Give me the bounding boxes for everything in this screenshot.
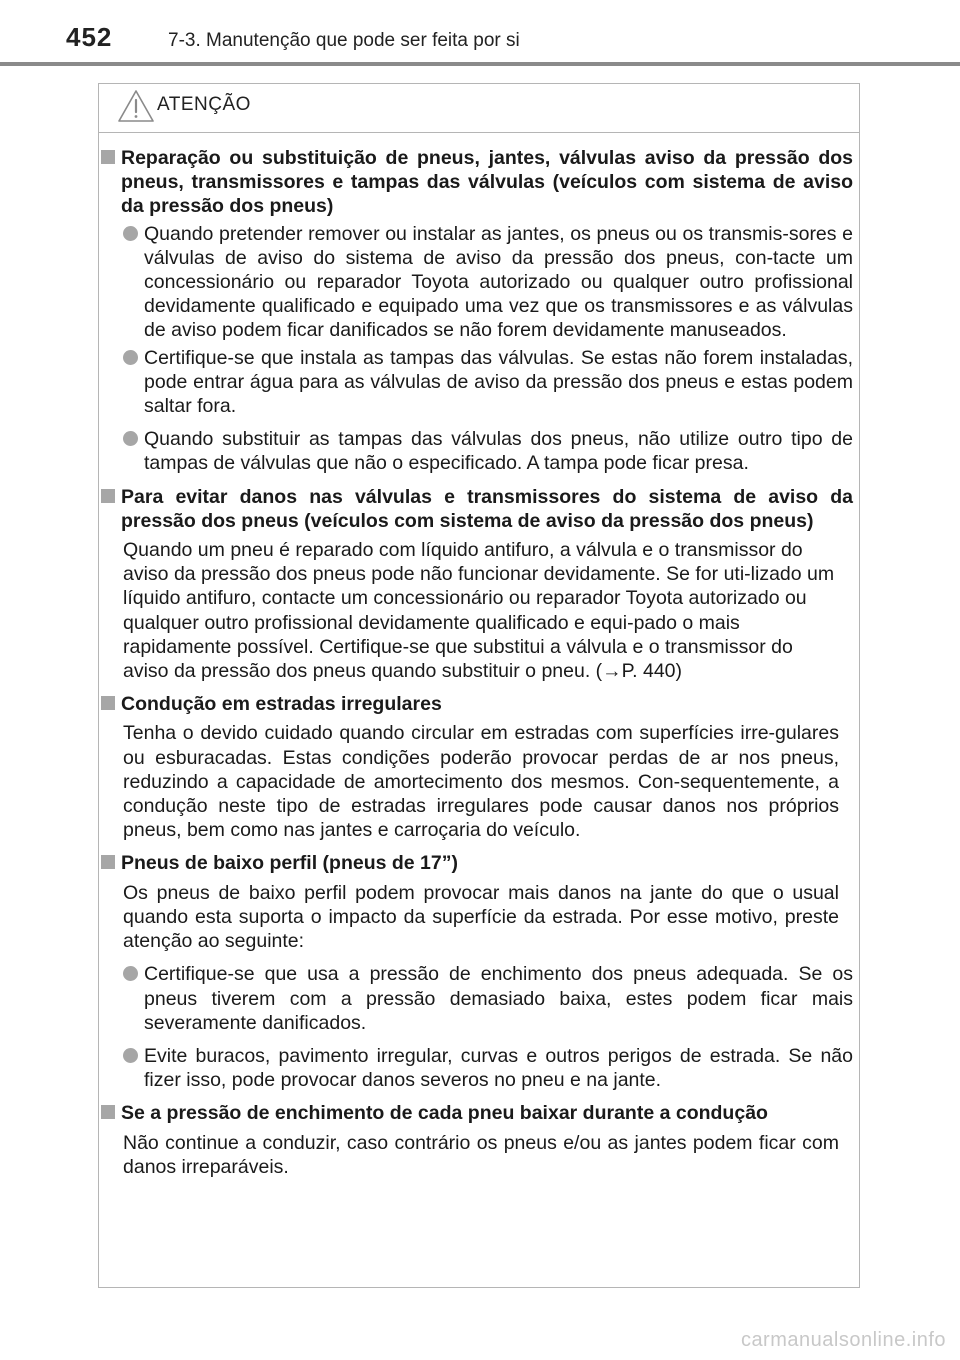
- page-header: [0, 0, 960, 66]
- square-bullet-icon: [101, 150, 115, 164]
- list-item-text: Certifique-se que usa a pressão de enchimento dos pneus adequada. Se os pneus tiverem com a pressão demasiado baixa, estes podem ficar mais severamente danificados.: [144, 963, 853, 1034]
- section-title: 7-3. Manutenção que pode ser feita por si: [168, 30, 520, 51]
- list-item: [123, 346, 853, 419]
- square-bullet-icon: [101, 855, 115, 869]
- warning-box: [98, 83, 860, 1288]
- square-bullet-icon: [101, 489, 115, 503]
- circle-bullet-icon: [123, 1048, 138, 1063]
- watermark: carmanualsonline.info: [740, 1329, 946, 1351]
- square-bullet-icon: [101, 696, 115, 710]
- warning-divider: [99, 132, 859, 133]
- item-paragraph: Tenha o devido cuidado quando circular em estradas com superfícies irre-gulares ou esburacadas. Estas condições poderão provocar perdas de ar nos pneus, reduzindo a capacidade de amortecimento dos mesmos. Con-sequentemente, a condução neste tipo de estradas irregulares pode causar danos nos próprios pneus, bem como nas jantes e carroçaria do veículo.: [123, 722, 839, 842]
- item-paragraph: Quando um pneu é reparado com líquido antifuro, a válvula e o transmissor do aviso da pressão dos pneus pode não funcionar devidamente. Se for uti-lizado um líquido antifuro, contacte um concessionário ou reparador Toyota autorizado ou qualquer outro profissional devidamente qualificado e equi-pado o mais rapidamente possível. Certifique-se que substitui a válvula e o transmissor do aviso da pressão dos pneus quando substituir o pneu. (→P. 440): [123, 539, 835, 683]
- square-bullet-icon: [101, 1105, 115, 1119]
- item-paragraph: Os pneus de baixo perfil podem provocar mais danos na jante do que o usual quando esta suporta o impacto da superfície da estrada. Por esse motivo, preste atenção ao seguinte:: [123, 881, 839, 953]
- list-item: [123, 1044, 853, 1092]
- item-title: [101, 485, 853, 533]
- list-item: [123, 962, 853, 1035]
- item-title-text: Reparação ou substituição de pneus, jantes, válvulas aviso da pressão dos pneus, transmissores e tampas das válvulas (veículos com sistema de aviso da pressão dos pneus): [121, 147, 853, 218]
- item-title: [101, 851, 853, 875]
- item-title: [101, 692, 853, 716]
- list-item: [123, 222, 853, 343]
- list-item: [123, 427, 853, 475]
- warning-content: [101, 146, 853, 1179]
- item-title-text: Para evitar danos nas válvulas e transmissores do sistema de aviso da pressão dos pneus (veículos com sistema de aviso da pressão dos pneus): [121, 485, 853, 532]
- circle-bullet-icon: [123, 350, 138, 365]
- circle-bullet-icon: [123, 966, 138, 981]
- item-title: [101, 146, 853, 219]
- item-title-text: Pneus de baixo perfil (pneus de 17”): [121, 852, 458, 875]
- circle-bullet-icon: [123, 431, 138, 446]
- warning-triangle-icon: [117, 89, 155, 123]
- list-item-text: Evite buracos, pavimento irregular, curvas e outros perigos de estrada. Se não fizer isso, pode provocar danos severos no pneu e na jante.: [144, 1044, 853, 1092]
- header-rule: [0, 62, 960, 66]
- item-title: [101, 1101, 853, 1125]
- list-item-text: Quando substituir as tampas das válvulas dos pneus, não utilize outro tipo de tampas de válvulas que não o especificado. A tampa pode ficar presa.: [144, 428, 853, 475]
- page-number: 452: [66, 22, 113, 52]
- list-item-text: Quando pretender remover ou instalar as jantes, os pneus ou os transmis-sores e válvulas de aviso do sistema de aviso da pressão dos pneus, con-tacte um concessionário ou reparador Toyota autorizado ou qualquer outro profissional devidamente qualificado e equipado uma vez que os transmissores e as válvulas de aviso podem ficar danificados se não forem devidamente manuseados.: [144, 222, 853, 342]
- item-paragraph: Não continue a conduzir, caso contrário os pneus e/ou as jantes podem ficar com danos irreparáveis.: [123, 1131, 839, 1178]
- warning-title: ATENÇÃO: [157, 94, 251, 115]
- item-title-text: Se a pressão de enchimento de cada pneu baixar durante a condução: [121, 1102, 768, 1125]
- circle-bullet-icon: [123, 226, 138, 241]
- list-item-text: Certifique-se que instala as tampas das válvulas. Se estas não forem instaladas, pode entrar água para as válvulas de aviso da pressão dos pneus e estas podem saltar fora.: [144, 346, 853, 418]
- item-title-text: Condução em estradas irregulares: [121, 693, 442, 716]
- warning-header: [99, 84, 859, 132]
